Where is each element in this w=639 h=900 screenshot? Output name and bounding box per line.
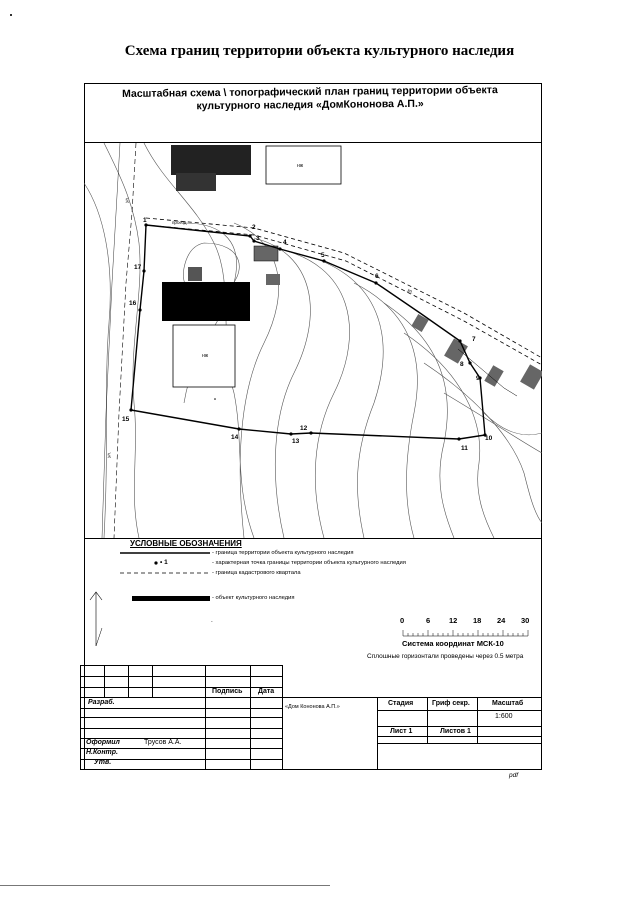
stamp-scale-label: Масштаб [492, 700, 524, 707]
scale-tick-18: 18 [473, 616, 482, 625]
scale-bar [402, 628, 530, 638]
point-label-7: 7 [472, 336, 476, 343]
point-label-17: 17 [134, 264, 142, 271]
point-label-4: 4 [283, 239, 287, 246]
heritage-building [162, 282, 250, 321]
legend-heritage: - объект культурного наследия [212, 595, 295, 601]
stamp-sheets: Листов 1 [440, 728, 471, 735]
map-title-line-2: культурного наследия «ДомКононова А.П.» [196, 97, 424, 113]
site-map [84, 143, 542, 538]
building-top-dark-annex [176, 173, 216, 191]
point-label-10: 10 [485, 435, 493, 442]
point-label-11: 11 [461, 445, 468, 452]
point-label-5: 5 [321, 252, 325, 259]
map-title [100, 84, 520, 114]
point-label-2: 2 [252, 224, 256, 231]
street-label-top: проезд [172, 220, 187, 225]
stamp-secrecy: Гриф секр. [432, 700, 470, 707]
contours-note: Сплошные горизонтали проведены через 0.5 метра [367, 653, 524, 660]
outbuilding-6 [484, 365, 503, 387]
scale-tick-24: 24 [497, 616, 506, 625]
legend-heading: УСЛОВНЫЕ ОБОЗНАЧЕНИЯ [130, 539, 242, 548]
point-label-1: 1 [143, 217, 147, 224]
point-label-9: 9 [476, 375, 480, 382]
north-arrow-icon [86, 588, 106, 650]
scale-tick-6: 6 [426, 616, 431, 625]
stamp-developed: Разраб. [88, 699, 115, 706]
legend-cadastral: - граница кадастрового квартала [212, 570, 301, 576]
outbuilding-3 [266, 274, 280, 285]
street-edge-left [102, 143, 120, 538]
street-label-right: ул. [406, 287, 415, 295]
stamp-formatter-name: Трусов А.А. [144, 739, 182, 746]
coordinate-system: Система координат МСК-10 [402, 639, 504, 648]
stamp-norm-control: Н.Контр. [86, 749, 118, 756]
legend-point: - характерная точка границы территории объекта культурного наследия [212, 560, 406, 566]
point-label-6: 6 [375, 273, 379, 280]
footer-rule [0, 885, 330, 886]
point-label-8: 8 [460, 361, 464, 368]
footer-note: pdf [509, 772, 519, 779]
point-label-12: 12 [300, 425, 308, 432]
point-label-14: 14 [231, 434, 239, 441]
scale-tick-12: 12 [449, 616, 458, 625]
stamp-stage: Стадия [388, 700, 414, 707]
building-top-outline [266, 146, 341, 184]
legend-symbols [118, 548, 214, 608]
building-top-label: нж [297, 163, 304, 169]
outbuilding-1 [188, 267, 202, 281]
stamp-formatted: Оформил [86, 739, 120, 746]
stamp-sheet: Лист 1 [390, 728, 413, 735]
speck [10, 14, 12, 16]
stamp-date: Дата [258, 688, 275, 695]
legend-boundary: - граница территории объекта культурного наследия [212, 550, 354, 556]
outbuilding-2 [254, 246, 278, 261]
page-title: Схема границ территории объекта культурного наследия [124, 43, 515, 59]
point-label-13: 13 [292, 438, 300, 445]
title-block [80, 665, 542, 770]
building-mid-label: нж [202, 353, 209, 359]
stamp-approved: Утв. [94, 759, 112, 766]
street-label-left-bottom: ул. [106, 451, 112, 459]
street-label-left-top: ул. [124, 196, 130, 204]
legend-dot: . [211, 617, 213, 624]
map-title-line-1: Масштабная схема \ топографический план границ территории объекта [122, 84, 498, 100]
legend-point-marker: • 1 [160, 559, 168, 566]
point-label-16: 16 [129, 300, 137, 307]
stamp-signature: Подпись [212, 688, 243, 695]
scale-tick-30: 30 [521, 616, 530, 625]
scale-tick-0: 0 [400, 616, 405, 625]
stamp-object-name: «Дом Кононова А.П.» [285, 704, 340, 710]
outbuilding-7 [520, 364, 542, 389]
stamp-scale-value: 1:600 [495, 713, 513, 720]
point-label-3: 3 [256, 235, 260, 242]
point-label-15: 15 [122, 416, 130, 423]
building-top-dark [171, 145, 251, 175]
